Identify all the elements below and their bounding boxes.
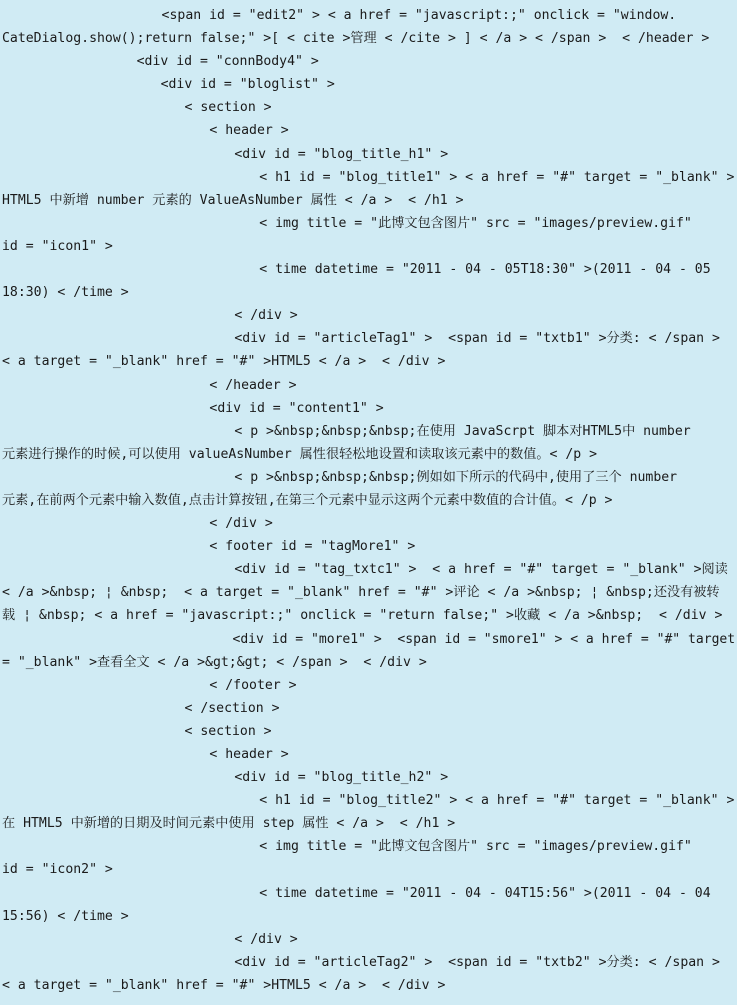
code-line-text: < /section >: [184, 700, 280, 716]
code-line: [0, 50, 737, 73]
code-line: [0, 651, 737, 674]
code-line-text: < header >: [209, 123, 289, 139]
code-line-text: < p >&nbsp;&nbsp;&nbsp;在使用 JavaScrpt 脚本对HTML5中 number: [234, 423, 691, 439]
code-line: [0, 858, 737, 881]
code-line-text: < /div >: [234, 308, 298, 324]
code-line: [0, 96, 737, 119]
code-line-text: <div id = "tag_txtc1" > < a href = "#" target = "_blank" >阅读: [234, 562, 728, 578]
code-line-text: HTML5 中新增 number 元素的 ValueAsNumber 属性 < /a > < /h1 >: [1, 192, 464, 208]
code-line: [0, 374, 737, 397]
code-line-text: = "_blank" >查看全文 < /a >&gt;&gt; < /span > < /div >: [1, 654, 427, 670]
code-line-text: <div id = "connBody4" >: [136, 54, 319, 70]
code-line-text: < img title = "此博文包含图片" src = "images/preview.gif": [259, 215, 692, 231]
code-line: [0, 327, 737, 350]
code-line: [0, 951, 737, 974]
code-line-text: id = "icon1" >: [1, 238, 113, 254]
code-line-text: CateDialog.show();return false;" >[ < cite >管理 < /cite > ] < /a > < /span > < /header >: [1, 31, 710, 47]
code-line-text: < /a >&nbsp; ¦ &nbsp; < a target = "_blank" href = "#" >评论 < /a >&nbsp; ¦ &nbsp;还没有被转: [1, 585, 720, 601]
code-line-text: 元素进行操作的时候,可以使用 valueAsNumber 属性很轻松地设置和读取该元素中的数值。< /p >: [1, 446, 598, 462]
code-line: [0, 466, 737, 489]
code-line: [0, 535, 737, 558]
code-line: [0, 258, 737, 281]
code-line-text: 15:56) < /time >: [1, 908, 129, 924]
code-line: [0, 281, 737, 304]
code-line: [0, 581, 737, 604]
code-line: [0, 73, 737, 96]
code-line: [0, 189, 737, 212]
code-line: [0, 720, 737, 743]
code-line: [0, 812, 737, 835]
code-line-text: <div id = "blog_title_h1" >: [234, 146, 449, 162]
code-line: [0, 974, 737, 997]
code-line-text: <div id = "more1" > <span id = "smore1" > < a href = "#" target: [232, 631, 736, 647]
code-line: [0, 350, 737, 373]
code-line: [0, 27, 737, 50]
code-line: [0, 905, 737, 928]
code-line-text: < a target = "_blank" href = "#" >HTML5 < /a > < /div >: [1, 977, 446, 993]
code-line-text: < footer id = "tagMore1" >: [209, 539, 416, 555]
code-line: [0, 489, 737, 512]
code-line-text: < time datetime = "2011 - 04 - 04T15:56" >(2011 - 04 - 04: [259, 885, 711, 901]
code-line-text: id = "icon2" >: [1, 862, 113, 878]
code-line: [0, 789, 737, 812]
code-line: [0, 420, 737, 443]
code-line-text: 18:30) < /time >: [1, 285, 129, 301]
code-line-text: 元素,在前两个元素中输入数值,点击计算按钮,在第三个元素中显示这两个元素中数值的合计值。< /p >: [1, 492, 613, 508]
code-line: [0, 835, 737, 858]
code-line-text: < h1 id = "blog_title1" > < a href = "#" target = "_blank" >: [259, 169, 735, 185]
code-line-text: < h1 id = "blog_title2" > < a href = "#" target = "_blank" >: [259, 793, 735, 809]
code-line: [0, 143, 737, 166]
code-line: [0, 743, 737, 766]
code-line-text: <div id = "bloglist" >: [160, 77, 335, 93]
code-line-text: < /header >: [209, 377, 297, 393]
code-line: [0, 604, 737, 627]
code-line: [0, 166, 737, 189]
code-line-text: < /footer >: [209, 677, 297, 693]
code-line: [0, 4, 737, 27]
code-line: [0, 212, 737, 235]
code-line: [0, 304, 737, 327]
code-line: [0, 882, 737, 905]
code-line: [0, 119, 737, 142]
code-line: [0, 397, 737, 420]
code-line: [0, 443, 737, 466]
code-line: [0, 628, 737, 651]
code-line-text: < p >&nbsp;&nbsp;&nbsp;例如如下所示的代码中,使用了三个 number: [234, 469, 678, 485]
code-line: [0, 674, 737, 697]
code-line-text: < /div >: [234, 931, 298, 947]
code-line-text: 载 ¦ &nbsp; < a href = "javascript:;" onclick = "return false;" >收藏 < /a >&nbsp; < /div >: [1, 608, 723, 624]
code-line-text: <div id = "articleTag1" > <span id = "txtb1" >分类: < /span >: [234, 331, 720, 347]
code-line-text: < section >: [184, 723, 272, 739]
code-line-text: <div id = "content1" >: [209, 400, 384, 416]
code-line: [0, 928, 737, 951]
code-line-text: <div id = "blog_title_h2" >: [234, 770, 449, 786]
code-line: [0, 697, 737, 720]
code-line-text: 在 HTML5 中新增的日期及时间元素中使用 step 属性 < /a > < /h1 >: [1, 816, 456, 832]
code-line-text: < a target = "_blank" href = "#" >HTML5 < /a > < /div >: [1, 354, 446, 370]
code-line-text: < time datetime = "2011 - 04 - 05T18:30" >(2011 - 04 - 05: [259, 262, 711, 278]
code-line-text: < header >: [209, 747, 289, 762]
code-line-text: < section >: [184, 100, 272, 116]
code-line: [0, 512, 737, 535]
code-line: [0, 235, 737, 258]
code-line-text: < img title = "此博文包含图片" src = "images/preview.gif": [259, 839, 692, 855]
code-line: [0, 766, 737, 789]
code-line-text: < /div >: [209, 516, 273, 532]
code-line: [0, 558, 737, 581]
code-line-text: <span id = "edit2" > < a href = "javascript:;" onclick = "window.: [161, 8, 677, 23]
code-line-text: <div id = "articleTag2" > <span id = "txtb2" >分类: < /span >: [234, 954, 720, 970]
